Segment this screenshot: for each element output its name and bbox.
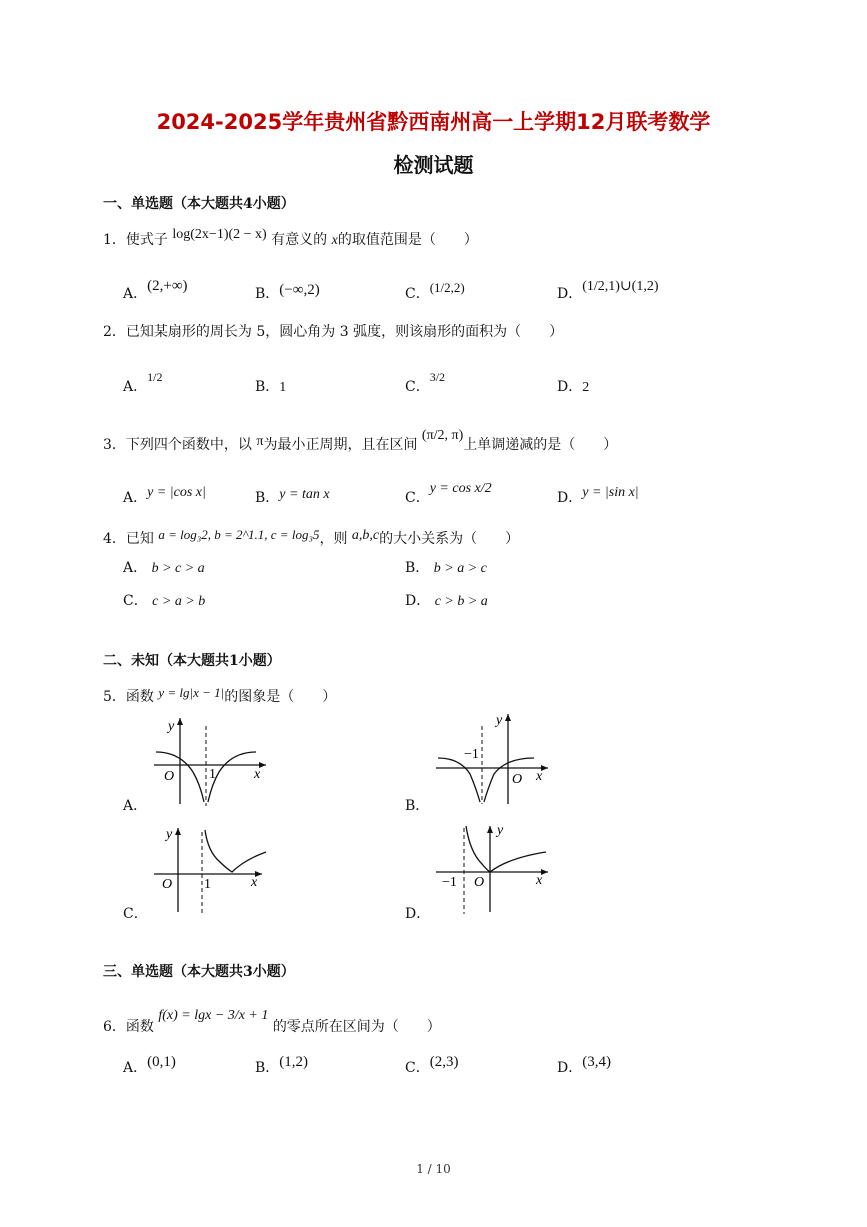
question-1: 1．使式子 log(2x−1)(2 − x) 有意义的 x的取值范围是（ ）: [103, 227, 478, 248]
graph-b: [430, 708, 555, 808]
graph-c: [148, 822, 273, 917]
y-axis-arrow: [177, 718, 183, 725]
q3-option-c[interactable]: C．y = cos x/2: [405, 481, 492, 506]
q6-option-b[interactable]: B．(1,2): [255, 1054, 309, 1076]
q4-option-c[interactable]: C． c > a > b: [123, 593, 206, 609]
q3-interval: (π/2, π): [421, 428, 464, 443]
q3-option-a[interactable]: A．y = |cos x|: [123, 485, 206, 506]
q6-option-d[interactable]: D．(3,4): [557, 1054, 611, 1076]
q4-option-a[interactable]: A． b > c > a: [123, 560, 205, 576]
q5-expression: y = lg|x − 1|: [158, 685, 225, 700]
q2-option-a[interactable]: A．1/2: [123, 370, 163, 395]
question-number: 3．: [103, 437, 126, 453]
q1-option-b[interactable]: B．(−∞,2): [255, 282, 320, 302]
label-x: x: [536, 769, 543, 784]
section-heading-2: 二、未知（本大题共1小题）: [103, 653, 281, 669]
label-x: x: [536, 873, 543, 888]
y-axis-arrow: [175, 828, 181, 835]
q1-expression: log(2x−1)(2 − x): [172, 227, 267, 242]
curve: [205, 830, 266, 872]
q1-option-a[interactable]: A．(2,+∞): [123, 278, 188, 302]
question-number: 5．: [103, 689, 126, 705]
label-neg-one: −1: [464, 747, 479, 762]
curve: [466, 826, 546, 872]
q6-option-c[interactable]: C．(2,3): [405, 1054, 459, 1076]
q4-option-d[interactable]: D． c > b > a: [405, 593, 488, 609]
question-2: 2．已知某扇形的周长为 5，圆心角为 3 弧度，则该扇形的面积为（ ）: [103, 324, 564, 340]
graph-d: [430, 820, 555, 918]
question-5: 5．函数 y = lg|x − 1|的图象是（ ）: [103, 685, 337, 705]
section-heading-1: 一、单选题（本大题共4小题）: [103, 196, 295, 212]
label-neg-one: −1: [442, 875, 457, 890]
q1-option-c[interactable]: C．(1/2,2): [405, 280, 465, 302]
document-subtitle: 检测试题: [393, 153, 474, 177]
graph-a: [148, 712, 273, 810]
label-x: x: [251, 875, 258, 890]
label-o: O: [474, 875, 485, 890]
q5-option-b[interactable]: B．: [405, 798, 430, 814]
q2-option-c[interactable]: C．3/2: [405, 370, 446, 395]
document-title: 2024-2025学年贵州省黔西南州高一上学期12月联考数学: [156, 110, 711, 134]
q1-option-d[interactable]: D．(1/2,1)∪(1,2): [557, 279, 659, 302]
question-3: 3．下列四个函数中，以 π为最小正周期，且在区间 (π/2, π)上单调递减的是（ ）: [103, 428, 618, 453]
question-6: 6．函数 f(x) = lgx − 3/x + 1 的零点所在区间为（ ）: [103, 1008, 441, 1035]
label-o: O: [512, 772, 523, 787]
y-axis-arrow: [487, 826, 493, 833]
q3-option-d[interactable]: D．y = |sin x|: [557, 485, 639, 506]
q3-option-b[interactable]: B．y = tan x: [255, 487, 330, 506]
q4-option-b[interactable]: B． b > a > c: [405, 560, 487, 576]
q5-option-d[interactable]: D．: [405, 906, 431, 922]
y-axis-arrow: [505, 714, 511, 721]
label-y: y: [166, 827, 173, 842]
q4-expression: a = log₃2, b = 2^1.1, c = log₃5: [158, 527, 320, 542]
q2-option-d[interactable]: D．2: [557, 379, 590, 395]
curve-right: [484, 758, 534, 802]
question-number: 6．: [103, 1019, 126, 1035]
label-y: y: [168, 719, 175, 734]
q5-option-a[interactable]: A．: [123, 798, 148, 814]
q2-option-b[interactable]: B．1: [255, 379, 287, 395]
label-one: 1: [209, 767, 216, 782]
question-number: 4．: [103, 531, 126, 547]
question-4: 4．已知 a = log₃2, b = 2^1.1, c = log₃5，则 a,b,c的大小关系为（ ）: [103, 527, 520, 547]
q5-option-c[interactable]: C．: [123, 906, 148, 922]
label-y: y: [496, 713, 503, 728]
page-number: 1 / 10: [416, 1162, 451, 1176]
label-one: 1: [204, 877, 211, 892]
label-y: y: [497, 823, 504, 838]
label-o: O: [164, 769, 175, 784]
label-o: O: [162, 877, 173, 892]
label-x: x: [254, 767, 261, 782]
section-heading-3: 三、单选题（本大题共3小题）: [103, 964, 295, 980]
curve-left: [438, 758, 480, 802]
q6-option-a[interactable]: A．(0,1): [123, 1054, 176, 1076]
question-number: 2．: [103, 324, 126, 340]
question-number: 1．: [103, 232, 126, 248]
q6-expression: f(x) = lgx − 3/x + 1: [158, 1008, 269, 1023]
